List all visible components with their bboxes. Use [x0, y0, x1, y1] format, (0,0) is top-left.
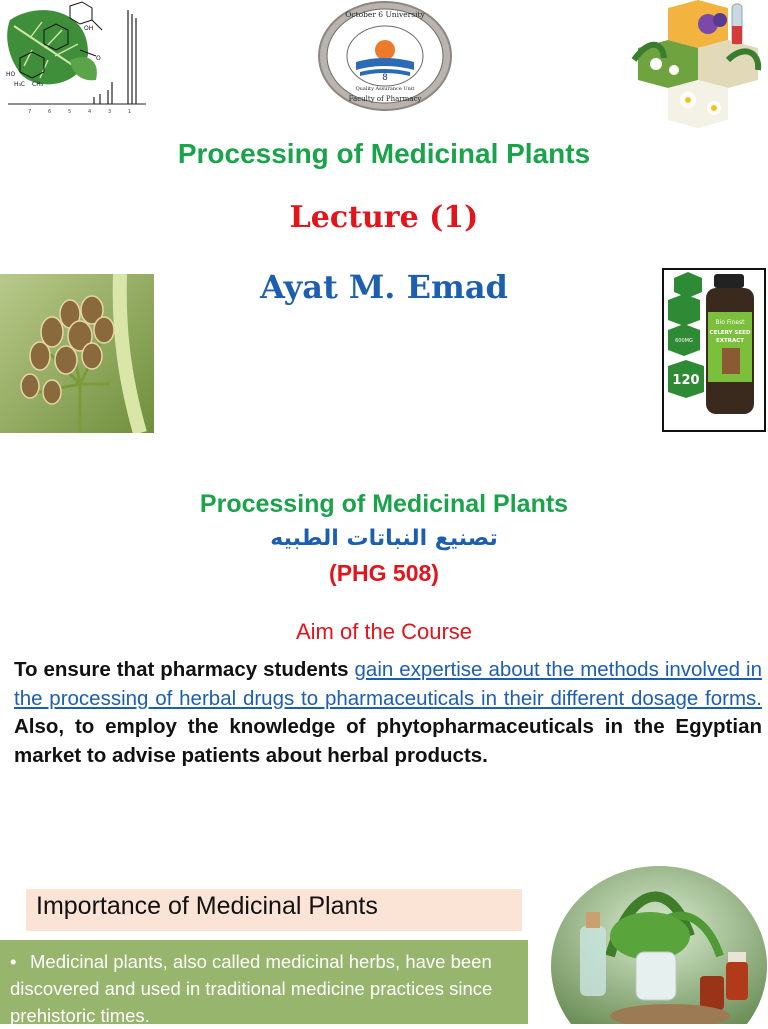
- svg-text:6: 6: [48, 109, 52, 115]
- svg-text:7: 7: [28, 109, 32, 115]
- svg-text:O: O: [96, 55, 101, 62]
- svg-text:8: 8: [382, 73, 388, 83]
- svg-text:Quality Assurance Unit: Quality Assurance Unit: [355, 86, 415, 92]
- university-logo: [316, 0, 454, 112]
- svg-text:5: 5: [68, 109, 72, 115]
- svg-text:EXTRACT: EXTRACT: [715, 338, 745, 344]
- page-title: Processing of Medicinal Plants: [177, 138, 591, 169]
- herbal-medicine-photo: [550, 866, 768, 1024]
- course-title: Processing of Medicinal Plants: [199, 490, 569, 518]
- importance-heading: Importance of Medicinal Plants: [36, 892, 378, 920]
- seed-umbels-photo: [0, 274, 154, 433]
- aim-paragraph: [14, 656, 762, 770]
- svg-text:Bio Finest: Bio Finest: [715, 319, 745, 326]
- svg-text:1: 1: [128, 109, 132, 115]
- svg-text:OH: OH: [84, 25, 94, 32]
- medicinal-plants-collage: [628, 0, 768, 128]
- course-title-arabic: تصنيع النباتات الطبيه: [270, 526, 498, 551]
- svg-text:October 6 University: October 6 University: [345, 10, 425, 19]
- course-code: (PHG 508): [329, 560, 439, 586]
- aim-intro: To ensure that pharmacy students: [14, 658, 355, 681]
- svg-text:600MG: 600MG: [675, 338, 693, 344]
- aim-link[interactable]: gain expertise about the methods involved in the processing of herbal drugs to pharmaceuticals in their different dosage forms.: [14, 658, 762, 710]
- svg-text:H₃C: H₃C: [14, 81, 26, 88]
- bullet-text: Medicinal plants, also called medicinal herbs, have been discovered and used in traditional medicine practices since prehistoric times.: [10, 951, 493, 1026]
- svg-text:Faculty of Pharmacy: Faculty of Pharmacy: [348, 95, 422, 103]
- svg-text:4: 4: [88, 109, 92, 115]
- svg-text:CELERY SEED: CELERY SEED: [709, 330, 751, 336]
- svg-text:3: 3: [108, 109, 112, 115]
- aim-rest: Also, to employ the knowledge of phytopharmaceuticals in the Egyptian market to advise patients about herbal products.: [14, 715, 762, 767]
- celery-seed-extract-photo: [662, 268, 766, 432]
- svg-text:CH₃: CH₃: [32, 81, 44, 88]
- aim-heading: Aim of the Course: [295, 619, 473, 644]
- bullet-icon: •: [10, 951, 17, 972]
- svg-text:120: 120: [672, 373, 700, 388]
- author-name: Ayat M. Emad: [260, 268, 508, 306]
- lecture-number: Lecture (1): [289, 200, 479, 235]
- molecular-structure-illustration: [0, 0, 150, 118]
- svg-text:HO: HO: [6, 71, 16, 78]
- bullet-item: [10, 948, 520, 1029]
